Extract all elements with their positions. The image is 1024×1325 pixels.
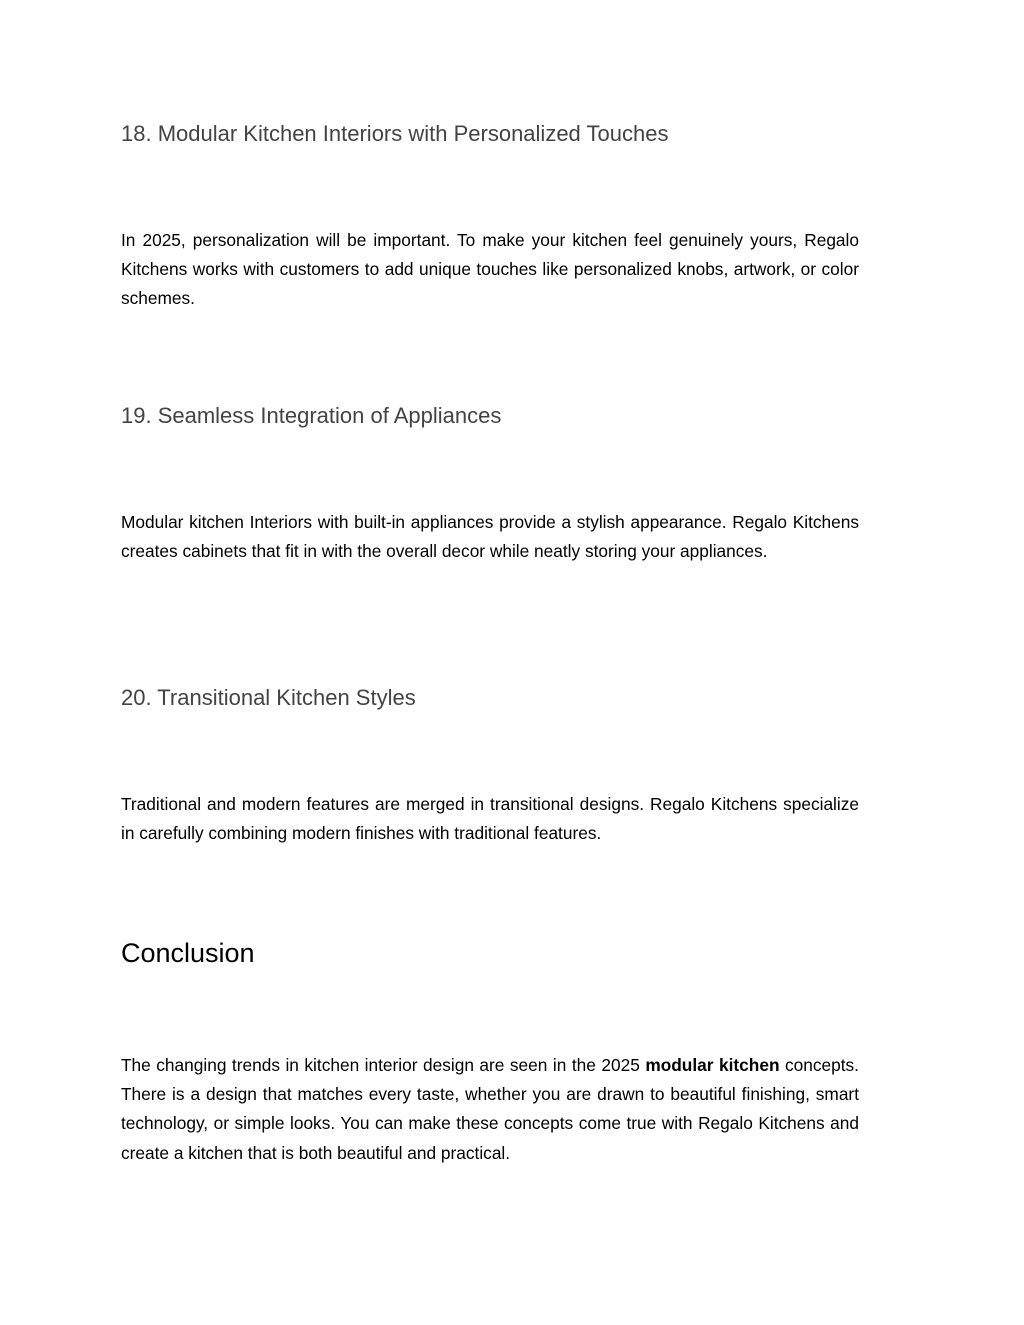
- section-20-paragraph: Traditional and modern features are merged in transitional designs. Regalo Kitchens specialize in carefully combining modern finishes with traditional features.: [121, 794, 859, 844]
- conclusion-text-after: concepts. There is a design that matches every taste, whether you are drawn to beautiful finishing, smart technology, or simple looks. You can make these concepts come true with Regalo Kitchens and create a kitchen that is both beautiful and practical.: [121, 1055, 859, 1163]
- section-18-heading: 18. Modular Kitchen Interiors with Personalized Touches: [121, 121, 669, 146]
- section-19-heading: 19. Seamless Integration of Appliances: [121, 403, 502, 428]
- section-18-paragraph: In 2025, personalization will be important. To make your kitchen feel genuinely yours, Regalo Kitchens works with customers to add unique touches like personalized knobs, artwork, or color schemes.: [121, 230, 859, 309]
- section-19-paragraph: Modular kitchen Interiors with built-in appliances provide a stylish appearance. Regalo Kitchens creates cabinets that fit in with the overall decor while neatly storing your appliances.: [121, 512, 859, 562]
- conclusion-paragraph: [121, 1051, 859, 1168]
- conclusion-heading: Conclusion: [121, 938, 255, 968]
- conclusion-text-before: The changing trends in kitchen interior design are seen in the 2025: [121, 1055, 646, 1075]
- section-20-heading: 20. Transitional Kitchen Styles: [121, 685, 416, 710]
- conclusion-keyword-link: modular kitchen: [645, 1055, 780, 1075]
